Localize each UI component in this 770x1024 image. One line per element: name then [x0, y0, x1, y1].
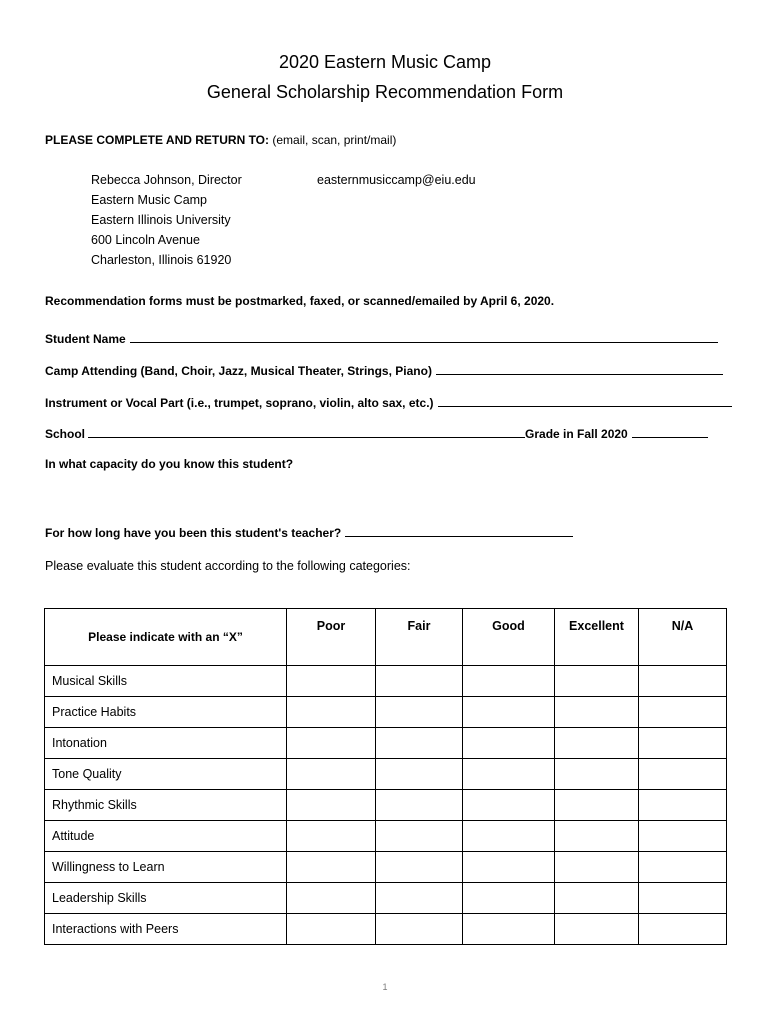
instrument-label: Instrument or Vocal Part (i.e., trumpet, soprano, violin, alto sax, etc.): [45, 396, 434, 410]
rating-cell-good[interactable]: [463, 883, 555, 914]
return-instructions: [45, 133, 396, 147]
how-long-field[interactable]: [345, 525, 573, 537]
rating-cell-fair[interactable]: [376, 790, 463, 821]
rating-cell-excellent[interactable]: [555, 790, 639, 821]
column-header-good: Good: [463, 609, 555, 666]
rating-cell-poor[interactable]: [287, 728, 376, 759]
rating-cell-fair[interactable]: [376, 883, 463, 914]
address-line-4: 600 Lincoln Avenue: [91, 233, 200, 247]
rating-cell-excellent[interactable]: [555, 666, 639, 697]
column-header-fair: Fair: [376, 609, 463, 666]
rating-cell-na[interactable]: [639, 914, 727, 945]
rating-cell-fair[interactable]: [376, 697, 463, 728]
form-subtitle: General Scholarship Recommendation Form: [206, 82, 564, 102]
grade-label: Grade in Fall 2020: [525, 427, 628, 441]
table-row: [45, 821, 727, 852]
rating-cell-fair[interactable]: [376, 852, 463, 883]
rating-cell-poor[interactable]: [287, 759, 376, 790]
row-label: Interactions with Peers: [45, 914, 287, 945]
rating-cell-poor[interactable]: [287, 883, 376, 914]
rating-cell-na[interactable]: [639, 697, 727, 728]
rating-cell-na[interactable]: [639, 759, 727, 790]
address-line-2: Eastern Music Camp: [91, 193, 208, 207]
table-row: [45, 666, 727, 697]
row-label: Attitude: [45, 821, 287, 852]
rating-cell-fair[interactable]: [376, 759, 463, 790]
rating-cell-fair[interactable]: [376, 914, 463, 945]
rating-cell-poor[interactable]: [287, 790, 376, 821]
capacity-question: In what capacity do you know this student?: [45, 457, 294, 471]
row-label: Willingness to Learn: [45, 852, 287, 883]
rating-cell-excellent[interactable]: [555, 697, 639, 728]
row-label: Leadership Skills: [45, 883, 287, 914]
rating-cell-good[interactable]: [463, 759, 555, 790]
capacity-answer-area[interactable]: [45, 475, 725, 515]
camp-attending-label: Camp Attending (Band, Choir, Jazz, Musical Theater, Strings, Piano): [45, 364, 432, 378]
rating-cell-excellent[interactable]: [555, 821, 639, 852]
table-row: [45, 883, 727, 914]
row-label: Musical Skills: [45, 666, 287, 697]
student-name-row: [45, 331, 718, 346]
return-methods: (email, scan, print/mail): [269, 133, 397, 147]
school-field[interactable]: [88, 426, 525, 438]
rating-cell-good[interactable]: [463, 914, 555, 945]
address-line-1: Rebecca Johnson, Director: [91, 173, 242, 187]
row-label: Rhythmic Skills: [45, 790, 287, 821]
rating-cell-good[interactable]: [463, 666, 555, 697]
school-row: [45, 426, 708, 441]
grade-field[interactable]: [632, 426, 708, 438]
how-long-row: [45, 525, 573, 540]
rating-cell-na[interactable]: [639, 728, 727, 759]
evaluate-prompt: Please evaluate this student according to the following categories:: [45, 559, 411, 573]
address-line-5: Charleston, Illinois 61920: [91, 253, 232, 267]
contact-email: easternmusiccamp@eiu.edu: [317, 173, 476, 187]
evaluation-table: [44, 608, 727, 945]
camp-attending-field[interactable]: [436, 363, 723, 375]
rating-cell-na[interactable]: [639, 666, 727, 697]
form-title: 2020 Eastern Music Camp: [278, 52, 492, 72]
return-label: PLEASE COMPLETE AND RETURN TO:: [45, 133, 270, 147]
column-header-excellent: Excellent: [555, 609, 639, 666]
table-corner-label: Please indicate with an “X”: [45, 609, 287, 666]
rating-cell-na[interactable]: [639, 821, 727, 852]
school-label: School: [45, 427, 86, 441]
row-label: Intonation: [45, 728, 287, 759]
table-header-row: [45, 609, 727, 666]
rating-cell-excellent[interactable]: [555, 728, 639, 759]
rating-cell-good[interactable]: [463, 790, 555, 821]
row-label: Practice Habits: [45, 697, 287, 728]
table-row: [45, 728, 727, 759]
address-line-3: Eastern Illinois University: [91, 213, 231, 227]
rating-cell-na[interactable]: [639, 852, 727, 883]
rating-cell-fair[interactable]: [376, 666, 463, 697]
table-row: [45, 697, 727, 728]
rating-cell-excellent[interactable]: [555, 759, 639, 790]
rating-cell-good[interactable]: [463, 697, 555, 728]
row-label: Tone Quality: [45, 759, 287, 790]
instrument-row: [45, 395, 732, 410]
rating-cell-fair[interactable]: [376, 728, 463, 759]
rating-cell-excellent[interactable]: [555, 883, 639, 914]
column-header-na: N/A: [639, 609, 727, 666]
rating-cell-poor[interactable]: [287, 914, 376, 945]
table-row: [45, 759, 727, 790]
page-number: 1: [382, 982, 388, 992]
table-row: [45, 852, 727, 883]
rating-cell-excellent[interactable]: [555, 852, 639, 883]
camp-attending-row: [45, 363, 723, 378]
rating-cell-excellent[interactable]: [555, 914, 639, 945]
rating-cell-fair[interactable]: [376, 821, 463, 852]
rating-cell-na[interactable]: [639, 883, 727, 914]
table-row: [45, 790, 727, 821]
student-name-field[interactable]: [130, 331, 718, 343]
rating-cell-good[interactable]: [463, 821, 555, 852]
rating-cell-poor[interactable]: [287, 852, 376, 883]
rating-cell-poor[interactable]: [287, 821, 376, 852]
how-long-label: For how long have you been this student's teacher?: [45, 526, 342, 540]
instrument-field[interactable]: [438, 395, 732, 407]
student-name-label: Student Name: [45, 332, 126, 346]
table-row: [45, 914, 727, 945]
rating-cell-good[interactable]: [463, 728, 555, 759]
column-header-poor: Poor: [287, 609, 376, 666]
deadline-notice: Recommendation forms must be postmarked, faxed, or scanned/emailed by April 6, 2020.: [45, 294, 555, 308]
rating-cell-poor[interactable]: [287, 666, 376, 697]
rating-cell-poor[interactable]: [287, 697, 376, 728]
rating-cell-good[interactable]: [463, 852, 555, 883]
rating-cell-na[interactable]: [639, 790, 727, 821]
